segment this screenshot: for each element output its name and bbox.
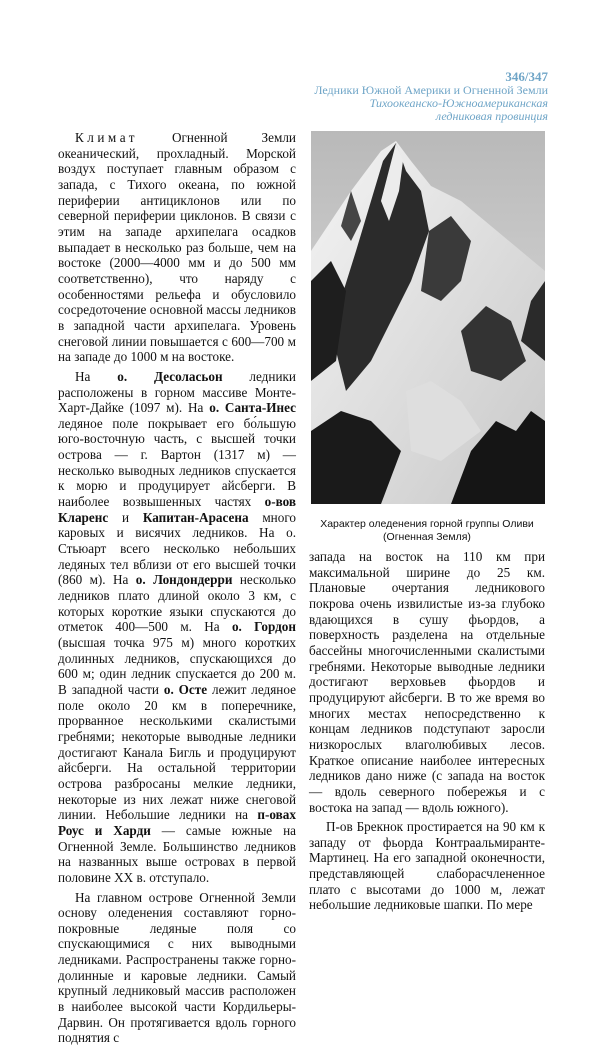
place-clarence: о-вов Кларенс — [58, 494, 296, 525]
text-run: несколько ледников плато длиной около 3 км, с которых короткие языки спускаются до отметок 400—500 м. На — [58, 572, 296, 635]
climate-lead-word: Климат — [75, 130, 138, 145]
page-numbers: 346/347 — [505, 69, 548, 84]
place-gordon: о. Гордон — [231, 619, 296, 635]
climate-text: Огненной Земли океанический, прохладный. Морской воздух поступает главным образом с запада, с Тихого океана, по южной периферии антициклонов или по северной периферии циклонов. В связи с этим на западе архипелага осадков выпадает в несколько раз больше, чем на востоке (2000—4000 мм и до 500 мм соответственно), что наряду с особенностями рельефа и обусловило сосредоточение основной массы ледников в западной части архипелага. Уровень снеговой линии повышается с 600—700 м на западе до 1000 м на востоке. — [58, 130, 296, 365]
paragraph-continuation: запада на восток на 110 км при максимальной ширине до 25 км. Плановые очертания ледникового покрова очень извилистые из-за глубоко вдающихся в сушу фьордов, а поверхность разделена на отдельные бассейны многочисленными скалистыми гребнями. Некоторые выводные ледники достигают верховьев фьордов и продуцируют айсберги. В то же время во многих местах непосредственно к концам ледников подступают заросли низкорослых влаголюбивых лесов. Краткое описание наиболее интересных ледников дано ниже (с запада на восток — вдоль северного побережья и с востока на запад — вдоль южного). — [309, 549, 545, 815]
running-header-subtitle-2: ледниковая провинция — [435, 109, 548, 123]
caption-line-2: (Огненная Земля) — [383, 530, 471, 543]
caption-line-1: Характер оледенения горной группы Оливи — [320, 518, 534, 530]
place-desolacion: о. Десоласьон — [117, 368, 223, 384]
text-run: На — [75, 368, 118, 384]
running-header-title: Ледники Южной Америки и Огненной Земли — [314, 83, 548, 97]
place-hoste: о. Осте — [163, 681, 208, 697]
figure-caption — [309, 518, 545, 543]
text-run: ледяное поле покрывает его бо́льшую юго-восточную часть, с высшей точки острова — г. Вартон (1317 м) — несколько выводных ледников спускается к морю и продуцирует айсберги. В наиболее возвышенных частях — [58, 415, 296, 510]
text-run: и — [108, 509, 143, 525]
left-text-column — [58, 130, 296, 1050]
right-text-column — [309, 549, 545, 917]
text-run: ледники расположены в горном массиве Монте-Харт-Дайке (1097 м). На — [58, 368, 296, 416]
mountain-glacier-photo — [311, 131, 545, 504]
text-run: (высшая точка 975 м) много коротких долинных ледников, спускающихся до 600 м; один ледник спускается до 200 м. В западной части — [58, 635, 296, 697]
text-run: — самые южные на Огненной Земле. Большинство ледников на названных выше островах в первой половине XX в. отступало. — [58, 822, 296, 885]
text-run: много каровых и висячих ледников. На о. Стьюарт всего несколько небольших ледяных тел вблизи от его высшей точки (860 м). На — [58, 509, 297, 588]
paragraph-brecknock: П-ов Брекнок простирается на 90 км к западу от фьорда Контраальмиранте-Мартинец. На его западной оконечности, представляющей слаборасчлененное плато с высотами до 1000 м, лежат небольшие ледниковые шапки. По мере — [309, 819, 545, 913]
text-run: лежит ледяное поле около 20 км в поперечнике, прорванное несколькими скалистыми гребнями; некоторые выводные ледники достигают Канала Бигль и продуцируют айсберги. На остальной территории острова разбросаны мелкие ледники, некоторые из них лежат ниже снеговой линии. Небольшие ледники на — [58, 681, 296, 823]
place-londonderry: о. Лондондерри — [135, 572, 233, 588]
paragraph-islands — [58, 369, 296, 886]
place-rous-hardy: п-овах Роус и Харди — [58, 807, 296, 838]
running-header-subtitle-1: Тихоокеанско-Южноамериканская — [369, 96, 548, 110]
paragraph-main-island: На главном острове Огненной Земли основу оледенения составляют горно-покровные ледяные поля со спускающимися с них выводными ледниками. Распространены также горно-долинные и каровые ледники. Самый крупный ледниковый массив расположен в наиболее высокой части Кордильеры-Дарвин. Он протягивается вдоль горного поднятия с — [58, 889, 296, 1046]
paragraph-climate — [58, 130, 296, 365]
place-capitan-aracena: Капитан-Арасена — [142, 509, 249, 525]
place-santa-ines: о. Санта-Инес — [209, 400, 296, 416]
